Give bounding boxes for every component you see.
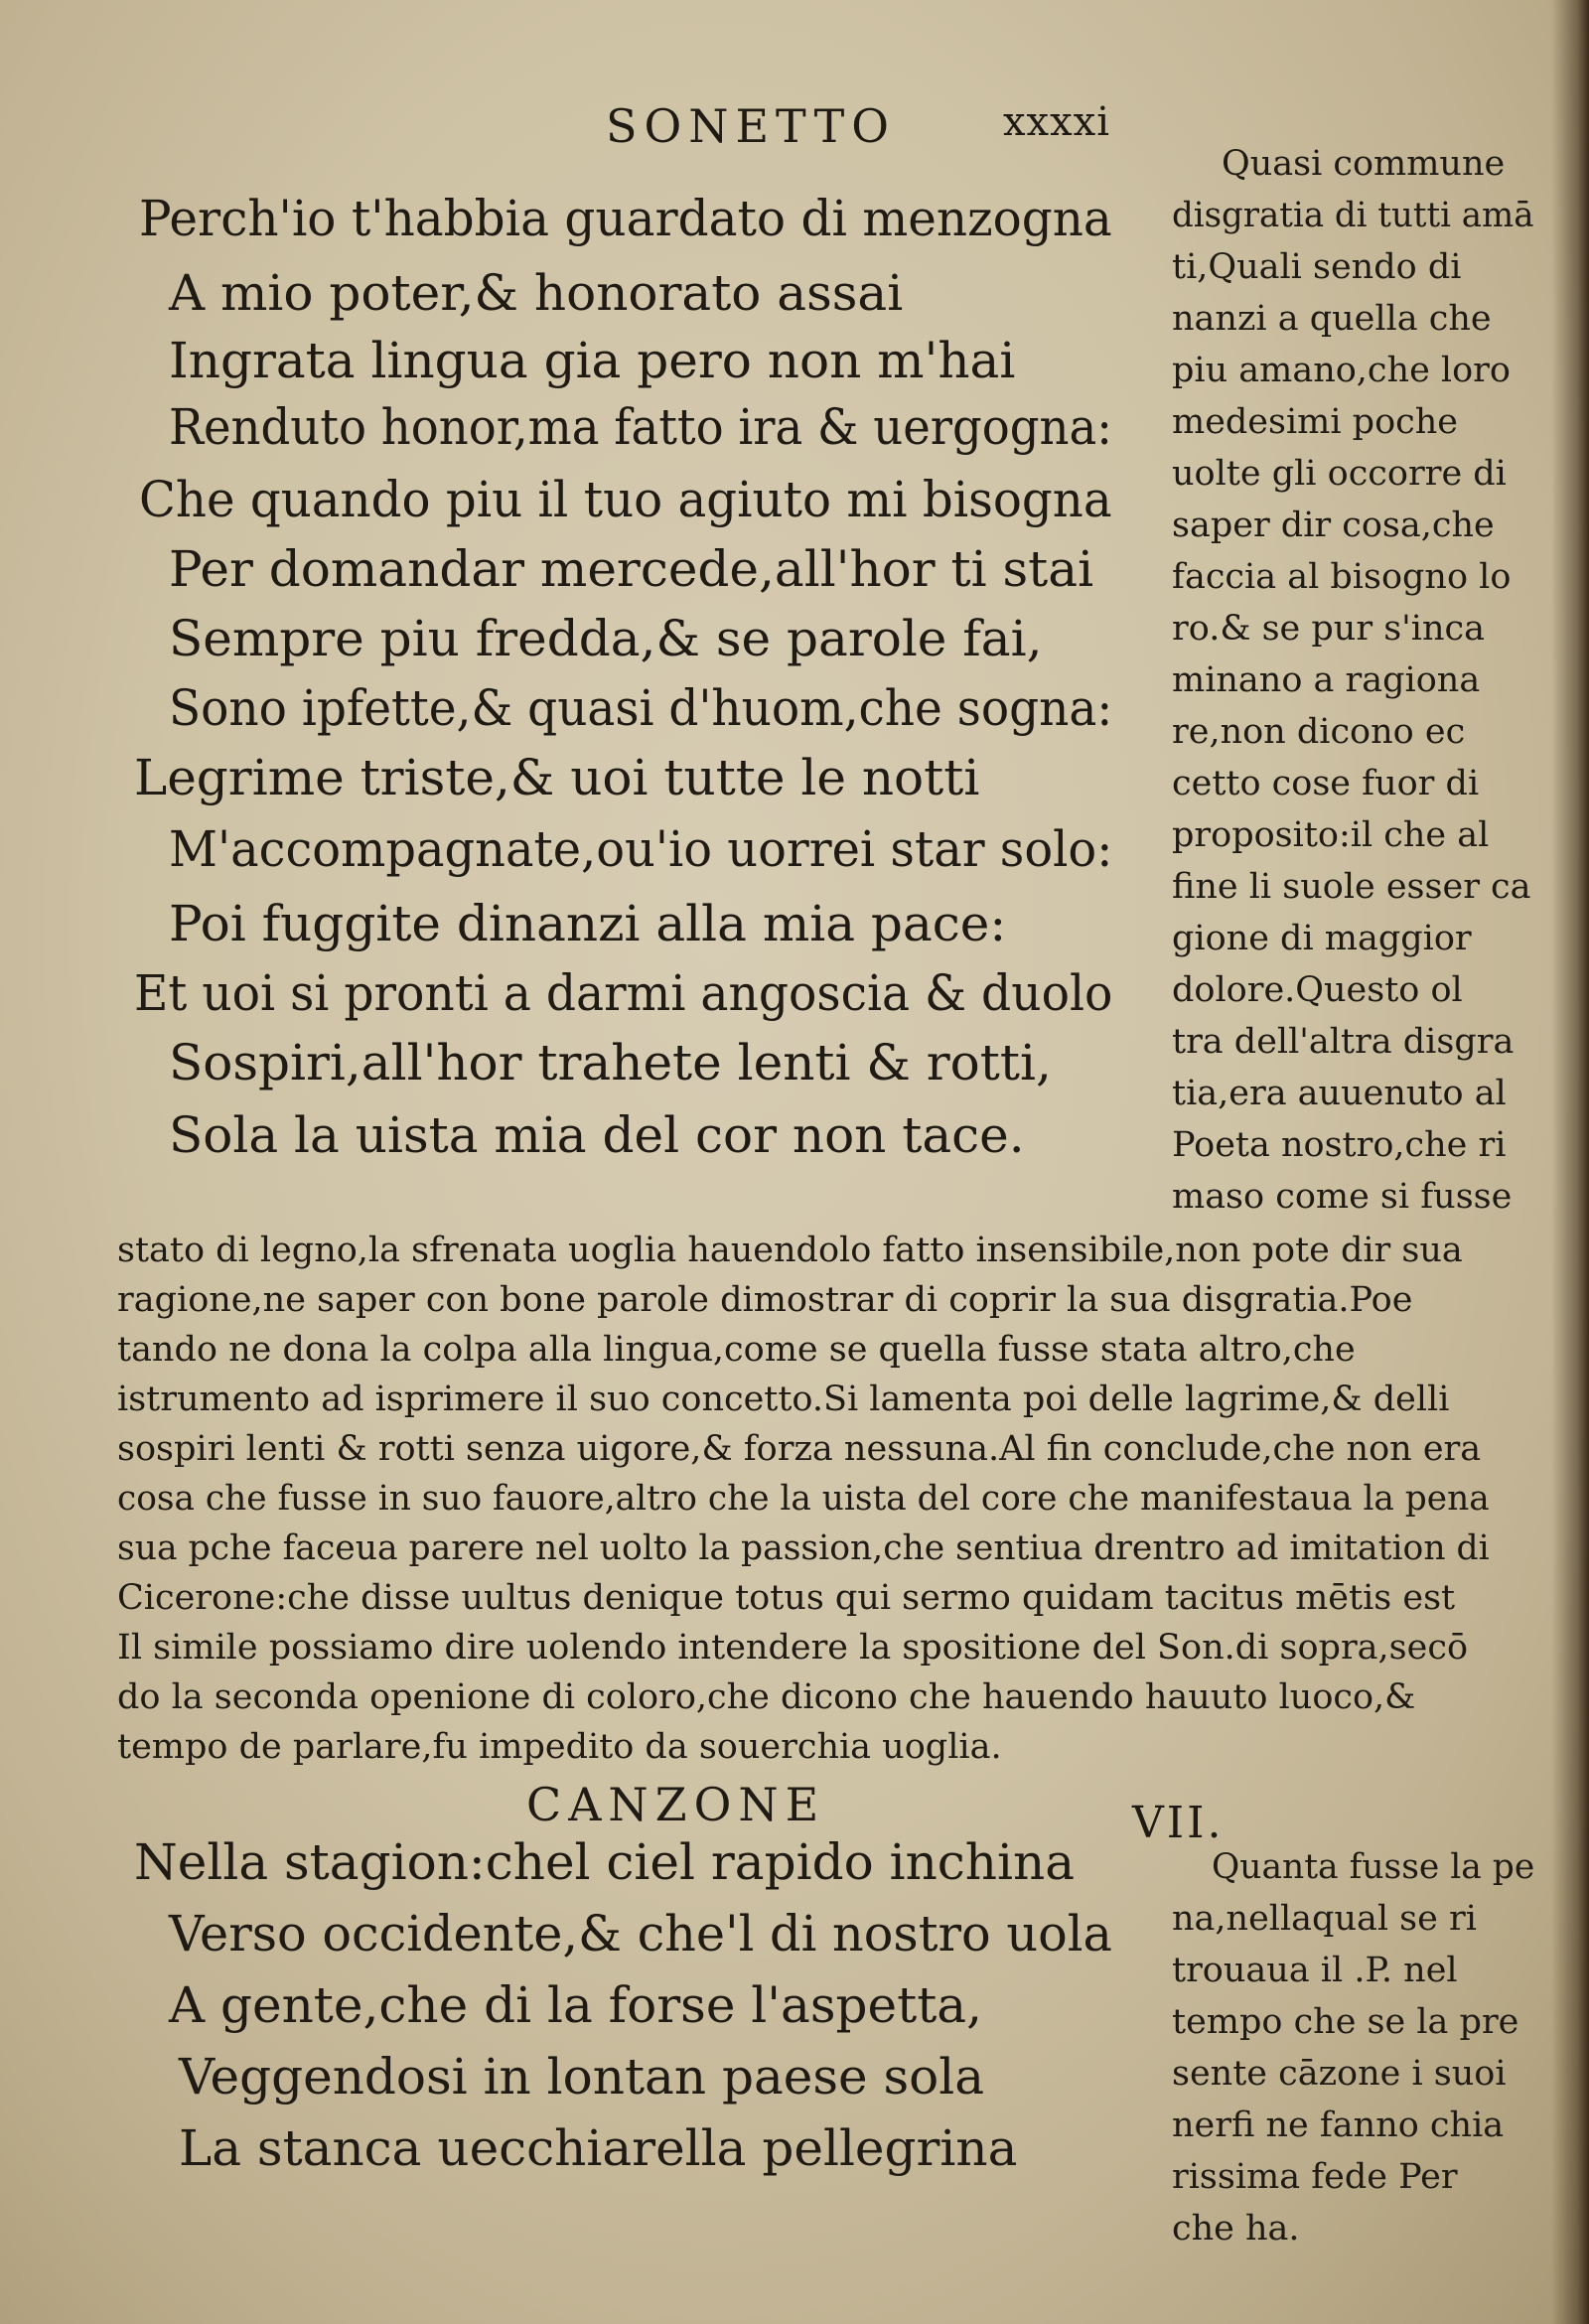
commentary-line: ragione,ne saper con bone parole dimostrar di coprir la sua disgratia.Poe (117, 1280, 1413, 1320)
sonnet-verse: Per domandar mercede,all'hor ti stai (169, 540, 1094, 598)
sonnet-verse: Ingrata lingua gia pero non m'hai (169, 332, 1016, 389)
canzone-heading: CANZONE (526, 1778, 826, 1831)
gloss-line: rissima fede Per (1172, 2157, 1458, 2197)
gloss-line: medesimi poche (1172, 402, 1459, 442)
commentary-line: sua pche faceua parere nel uolto la passion,che sentiua drentro ad imitation di (117, 1528, 1490, 1568)
gloss-line: ti,Quali sendo di (1172, 247, 1462, 287)
sonnet-verse: Sola la uista mia del cor non tace. (169, 1106, 1025, 1164)
gloss-line: saper dir cosa,che (1172, 506, 1495, 545)
gloss-line: minano a ragiona (1172, 660, 1481, 700)
gloss-line: gione di maggior (1172, 919, 1472, 958)
canzone-verse: Veggendosi in lontan paese sola (179, 2048, 985, 2106)
gloss-line: piu amano,che loro (1172, 351, 1511, 390)
sonnet-verse: M'accompagnate,ou'io uorrei star solo: (169, 820, 1113, 878)
gloss-line: proposito:il che al (1172, 815, 1490, 855)
gloss-line: disgratia di tutti amā (1172, 196, 1534, 235)
gloss-line: Quanta fusse la pe (1212, 1847, 1535, 1887)
gloss-line: dolore.Questo ol (1172, 970, 1463, 1010)
gloss-line: tia,era auuenuto al (1172, 1074, 1507, 1113)
gloss-line: fine li suole esser ca (1172, 867, 1531, 907)
commentary-line: tempo de parlare,fu impedito da souerchia uoglia. (117, 1727, 1002, 1767)
commentary-line: istrumento ad isprimere il suo concetto.Si lamenta poi delle lagrime,& delli (117, 1380, 1450, 1419)
sonnet-verse: Perch'io t'habbia guardato di menzogna (139, 190, 1112, 247)
gloss-line: maso come si fusse (1172, 1177, 1513, 1217)
gloss-line: trouaua il .P. nel (1172, 1951, 1458, 1990)
gloss-line: cetto cose fuor di (1172, 764, 1480, 803)
sonnet-verse: Renduto honor,ma fatto ira & uergogna: (169, 398, 1112, 456)
gloss-line: che ha. (1172, 2209, 1300, 2249)
sonnet-verse: Sospiri,all'hor trahete lenti & rotti, (169, 1034, 1052, 1091)
sonnet-verse: Che quando piu il tuo agiuto mi bisogna (139, 471, 1112, 528)
canzone-verse: Nella stagion:chel ciel rapido inchina (134, 1833, 1075, 1891)
gloss-line: faccia al bisogno lo (1172, 557, 1512, 597)
commentary-line: stato di legno,la sfrenata uoglia hauendolo fatto insensibile,non pote dir sua (117, 1231, 1463, 1270)
commentary-line: do la seconda openione di coloro,che dicono che hauendo hauuto luoco,& (117, 1677, 1416, 1717)
sonnet-verse: Sono ipfette,& quasi d'huom,che sogna: (169, 679, 1113, 737)
gloss-line: re,non dicono ec (1172, 712, 1466, 752)
sonnet-verse: Et uoi si pronti a darmi angoscia & duolo (134, 964, 1113, 1022)
gloss-line: Poeta nostro,che ri (1172, 1125, 1507, 1165)
gloss-line: ro.& se pur s'inca (1172, 609, 1485, 649)
gloss-line: uolte gli occorre di (1172, 454, 1507, 494)
sonnet-heading: SONETTO (606, 99, 896, 153)
commentary-line: cosa che fusse in suo fauore,altro che la uista del core che manifestaua la pena (117, 1479, 1490, 1519)
commentary-line: tando ne dona la colpa alla lingua,come se quella fusse stata altro,che (117, 1330, 1356, 1370)
gloss-line: tempo che se la pre (1172, 2002, 1519, 2042)
sonnet-verse: A mio poter,& honorato assai (169, 264, 904, 322)
canzone-number: VII. (1132, 1798, 1225, 1848)
canzone-verse: Verso occidente,& che'l di nostro uola (169, 1905, 1112, 1962)
commentary-line: Il simile possiamo dire uolendo intendere la spositione del Son.di sopra,secō (117, 1628, 1469, 1668)
canzone-verse: A gente,che di la forse l'aspetta, (169, 1976, 982, 2034)
folio-number: xxxxi (1003, 99, 1111, 145)
gloss-line: nanzi a quella che (1172, 299, 1492, 339)
sonnet-verse: Legrime triste,& uoi tutte le notti (134, 749, 980, 806)
gloss-line: tra dell'altra disgra (1172, 1022, 1515, 1062)
gloss-line: Quasi commune (1222, 144, 1506, 184)
canzone-verse: La stanca uecchiarella pellegrina (179, 2119, 1018, 2177)
sonnet-verse: Sempre piu fredda,& se parole fai, (169, 610, 1043, 667)
gloss-line: sente cāzone i suoi (1172, 2054, 1507, 2094)
gloss-line: na,nellaqual se ri (1172, 1899, 1477, 1939)
sonnet-verse: Poi fuggite dinanzi alla mia pace: (169, 895, 1007, 952)
gloss-line: nerfi ne fanno chia (1172, 2106, 1505, 2145)
commentary-line: sospiri lenti & rotti senza uigore,& forza nessuna.Al fin conclude,che non era (117, 1429, 1482, 1469)
commentary-line: Cicerone:che disse uultus denique totus qui sermo quidam tacitus mētis est (117, 1578, 1456, 1618)
